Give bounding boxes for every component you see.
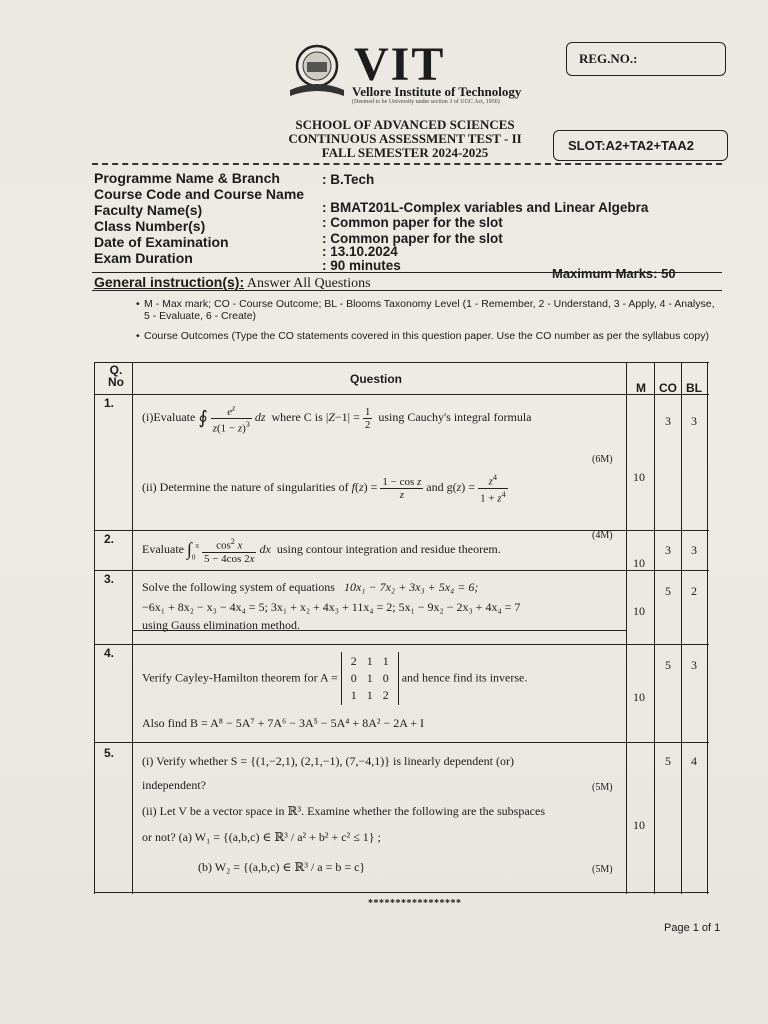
general-instructions-text: Answer All Questions	[244, 276, 371, 291]
table-border	[132, 630, 626, 631]
slot-label: SLOT:A2+TA2+TAA2	[568, 138, 694, 153]
info-label-programme: Programme Name & Branch	[94, 170, 280, 186]
q5-line1: (i) Verify whether S = {(1,−2,1), (2,1,−1), (7,−4,1)} is linearly dependent (or)	[142, 754, 514, 768]
slot-box	[553, 130, 728, 161]
q3-max-marks: 10	[633, 604, 645, 618]
q1-part2-mid: and	[426, 479, 444, 494]
question-number: 5.	[104, 746, 115, 760]
reg-no-label: REG.NO.:	[579, 51, 638, 66]
vit-emblem-icon	[286, 40, 348, 102]
q1-part1-marks: (6M)	[592, 454, 613, 465]
institute-note: (Deemed to be University under section 3 of UGC Act, 1956)	[352, 99, 500, 105]
matrix-cell: 2	[382, 688, 389, 702]
matrix-cell: 0	[382, 671, 389, 685]
institute-logo-text: VIT	[354, 38, 446, 91]
q5-line2: independent?	[142, 778, 206, 792]
question-number: 3.	[104, 572, 115, 586]
question-table	[94, 362, 709, 894]
semester-name: FALL SEMESTER 2024-2025	[321, 145, 489, 160]
q4-max-marks: 10	[633, 690, 645, 704]
matrix-cell: 1	[350, 688, 357, 702]
q5-line3: (ii) Let V be a vector space in ℝ³. Examine whether the following are the subspaces	[142, 804, 545, 818]
matrix-cell: 2	[350, 654, 357, 668]
q4-matrix	[341, 652, 399, 705]
q1-part1-mid: where C is	[271, 409, 323, 424]
q1-part1: (i)Evaluate ∮ $\frac{e^z}{z(1 - z)^3}$ dz where C is |Z−1| = $\frac{1}{2}$ using Cauchy's integral formula	[142, 403, 532, 435]
question-number: 2.	[104, 532, 115, 546]
instruction-bullet-text: M - Max mark; CO - Course Outcome; BL - Blooms Taxonomy Level (1 - Remember, 2 - Understand, 3 - Apply, 4 - Analyse, 5 - Evaluate, 6 - Create)	[144, 298, 715, 322]
q3-line1	[142, 580, 478, 595]
info-label-date: Date of Examination	[94, 234, 229, 250]
info-label-faculty: Faculty Name(s)	[94, 202, 203, 218]
q4-co: 5	[665, 658, 671, 672]
table-border	[626, 362, 627, 894]
q2-suffix: using contour integration and residue theorem.	[276, 542, 501, 557]
q2-co: 3	[665, 543, 671, 557]
q5-marks2: (5M)	[592, 864, 613, 875]
q3-eq1: 10x₁ − 7x₂ + 3x₃ + 5x₄ = 6;	[343, 580, 479, 594]
divider-line	[92, 272, 722, 273]
q5-co: 5	[665, 754, 671, 768]
info-value-duration: : 90 minutes	[322, 258, 401, 273]
header-question: Question	[350, 372, 403, 386]
q1-part2-marks: (4M)	[592, 530, 613, 541]
header-m: M	[636, 381, 646, 395]
q2-prefix: Evaluate	[142, 542, 184, 557]
info-label-duration: Exam Duration	[94, 250, 193, 266]
question-number: 4.	[104, 646, 115, 660]
table-border	[132, 362, 133, 894]
instruction-bullet: • Course Outcomes (Type the CO statements covered in this question paper. Use the CO number as per the syllabus copy)	[136, 330, 709, 342]
institute-name: Vellore Institute of Technology	[352, 84, 522, 99]
general-instructions-label: General instruction(s):	[94, 274, 245, 290]
info-value-class: : Common paper for the slot	[322, 231, 503, 246]
q2-text: Evaluate $\int_0^\pi$ $\frac{\cos^2 x}{5 - 4\cos 2x}$ dx using contour integration and residue theorem.	[142, 537, 501, 565]
question-number: 1.	[104, 396, 115, 410]
q4-suffix: and hence find its inverse.	[401, 670, 528, 685]
q1-part2-prefix: (ii) Determine the nature of singularities of	[142, 479, 349, 494]
q3-line2: −6x₁ + 8x₂ − x₃ − 4x₄ = 5; 3x₁ + x₂ + 4x₃ + 11x₄ = 2; 5x₁ − 9x₂ − 2x₃ + 4x₄ = 7	[142, 600, 521, 614]
instruction-bullet: • M - Max mark; CO - Course Outcome; BL - Blooms Taxonomy Level (1 - Remember, 2 - Understand, 3 - Apply, 4 - Analyse, 5 - Evaluate, 6 - Create)	[136, 298, 715, 322]
reg-no-box	[566, 42, 726, 76]
divider-line	[92, 290, 722, 291]
q5-line5: (b) W₂ = {(a,b,c) ∈ ℝ³ / a = b = c}	[198, 860, 366, 874]
table-border	[94, 644, 709, 645]
q4-line2: Also find B = A⁸ − 5A⁷ + 7A⁶ − 3A⁵ − 5A⁴ + 8A² − 2A + I	[142, 716, 424, 730]
q1-part1-prefix: (i)Evaluate	[142, 409, 196, 424]
school-name: SCHOOL OF ADVANCED SCIENCES	[295, 117, 515, 132]
q1-co: 3	[665, 414, 671, 428]
table-border	[94, 892, 709, 893]
table-border	[94, 530, 709, 531]
matrix-cell: 1	[366, 671, 373, 685]
q3-co: 5	[665, 584, 671, 598]
q5-bl: 4	[691, 754, 697, 768]
q3-line3: using Gauss elimination method.	[142, 618, 300, 632]
matrix-cell: 1	[366, 688, 373, 702]
end-marker: *****************	[368, 898, 462, 909]
page-number: Page 1 of 1	[664, 922, 721, 934]
q1-bl: 3	[691, 414, 697, 428]
header-qno: Q. No	[108, 363, 124, 389]
test-name: CONTINUOUS ASSESSMENT TEST - II	[288, 131, 522, 146]
q4-bl: 3	[691, 658, 697, 672]
q4-prefix: Verify Cayley-Hamilton theorem for A =	[142, 670, 338, 685]
table-border	[94, 362, 95, 894]
table-border	[707, 362, 708, 894]
max-marks: Maximum Marks: 50	[552, 266, 676, 281]
matrix-cell: 1	[366, 654, 373, 668]
info-label-course: Course Code and Course Name	[94, 186, 305, 202]
info-label-class: Class Number(s)	[94, 218, 206, 234]
q5-marks1: (5M)	[592, 782, 613, 793]
q3-bl: 2	[691, 584, 697, 598]
header-co: CO	[659, 381, 677, 395]
info-value-faculty: : Common paper for the slot	[322, 215, 503, 230]
info-value-course: : BMAT201L-Complex variables and Linear Algebra	[322, 200, 649, 215]
table-border	[94, 394, 709, 395]
q1-max-marks: 10	[633, 470, 645, 484]
table-border	[681, 362, 682, 894]
q1-part1-suffix: using Cauchy's integral formula	[378, 409, 532, 424]
info-value-date: : 13.10.2024	[322, 244, 398, 259]
q4-line1	[142, 652, 527, 705]
matrix-cell: 0	[350, 671, 357, 685]
info-value-programme: : B.Tech	[322, 172, 375, 187]
q5-line4: or not? (a) W₁ = {(a,b,c) ∈ ℝ³ / a² + b² + c² ≤ 1} ;	[142, 830, 381, 844]
table-border	[94, 742, 709, 743]
table-border	[94, 570, 709, 571]
q1-part2: (ii) Determine the nature of singularities of f(z) = $\frac{\text{1 − cos z}}{z}$ and g(z) = $\frac{z^4}{1 + z^4}$	[142, 473, 506, 505]
q2-max-marks: 10	[633, 556, 645, 570]
q3-line1-text: Solve the following system of equations	[142, 580, 335, 594]
table-border	[654, 362, 655, 894]
matrix-cell: 1	[382, 654, 389, 668]
q5-max-marks: 10	[633, 818, 645, 832]
instruction-bullet-text: Course Outcomes (Type the CO statements covered in this question paper. Use the CO number as per the syllabus copy)	[144, 330, 709, 342]
q2-bl: 3	[691, 543, 697, 557]
table-border	[94, 362, 709, 363]
header-bl: BL	[686, 381, 702, 395]
dashed-divider	[92, 163, 722, 165]
